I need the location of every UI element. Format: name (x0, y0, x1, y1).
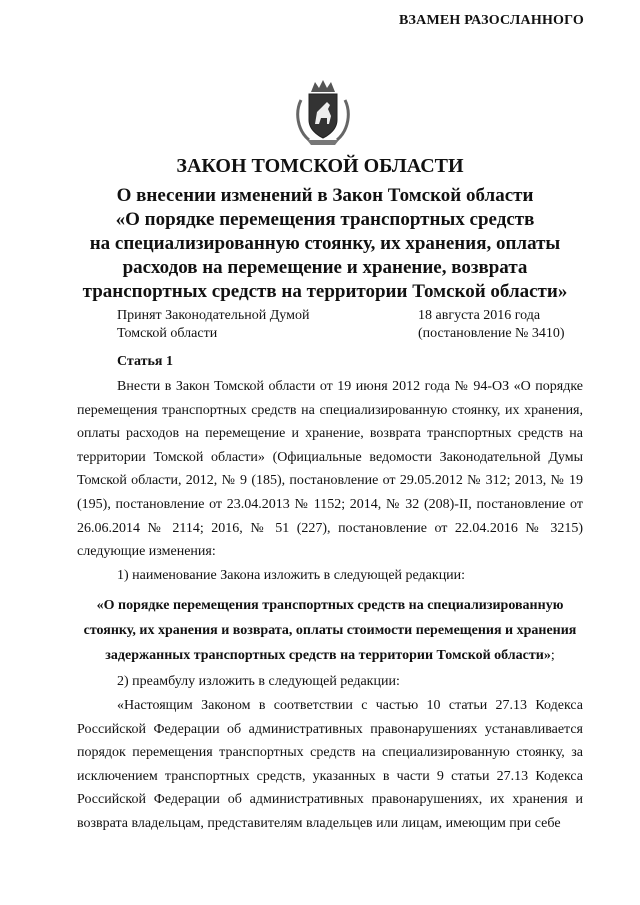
preamble-quote: «Настоящим Законом в соответствии с частью 10 статьи 27.13 Кодекса Российской Федерации об административных правонарушениях устанавливается порядок перемещения транспортных средств на специализированную стоянку, за исключением транспортных средств, указанных в части 9 статьи 27.13 Кодекса Российской Федерации об административных правонарушениях, их хранения и возврата владельцам, представителям владельцев или лицам, имеющим при себе (77, 697, 583, 831)
adoption-date (418, 307, 565, 343)
adopted-by-line: Томской области (117, 326, 218, 341)
subtitle-line: транспортных средств на территории Томской области» (82, 281, 568, 302)
document-body (77, 375, 583, 836)
amended-title-text: «О порядке перемещения транспортных средств на специализированную стоянку, их хранения и возврата, оплаты стоимости перемещения и хранения задержанных транспортных средств на территории Томской области» (83, 598, 577, 664)
resolution-number: (постановление № 3410) (418, 326, 565, 341)
subtitle-line: на специализированную стоянку, их хранения, оплаты (89, 233, 561, 254)
law-subtitle (60, 184, 590, 304)
amended-title-end: ; (550, 648, 555, 664)
subtitle-line: «О порядке перемещения транспортных средств (115, 209, 535, 230)
list-item-1: 1) наименование Закона изложить в следующей редакции: (117, 567, 466, 583)
list-item-2: 2) преамбулу изложить в следующей редакции: (117, 674, 400, 690)
coat-of-arms-icon (293, 78, 353, 148)
subtitle-line: расходов на перемещение и хранение, возврата (122, 257, 528, 278)
amended-title-quote (77, 593, 583, 668)
replacement-stamp: ВЗАМЕН РАЗОСЛАННОГО (399, 13, 584, 28)
subtitle-line: О внесении изменений в Закон Томской области (116, 185, 534, 206)
adopted-by (117, 307, 309, 343)
article-heading: Статья 1 (117, 354, 173, 369)
paragraph-intro: Внести в Закон Томской области от 19 июня 2012 года № 94-ОЗ «О порядке перемещения транспортных средств на специализированную стоянку, их хранения, оплаты расходов на перемещение и хранение, возврата транспортных средств на территории Томской области» (Официальные ведомости Законодательной Думы Томской области, 2012, № 9 (185), постановление от 29.05.2012 № 312; 2013, № 19 (195), постановление от 23.04.2013 № 1152; 2014, № 32 (208)-II, постановление от 26.06.2014 № 2114; 2016, № 51 (227), постановление от 22.04.2016 № 3215) следующие изменения: (77, 379, 583, 560)
law-title: ЗАКОН ТОМСКОЙ ОБЛАСТИ (176, 155, 464, 177)
adopted-by-line: Принят Законодательной Думой (117, 308, 310, 323)
adoption-date-text: 18 августа 2016 года (418, 308, 541, 323)
